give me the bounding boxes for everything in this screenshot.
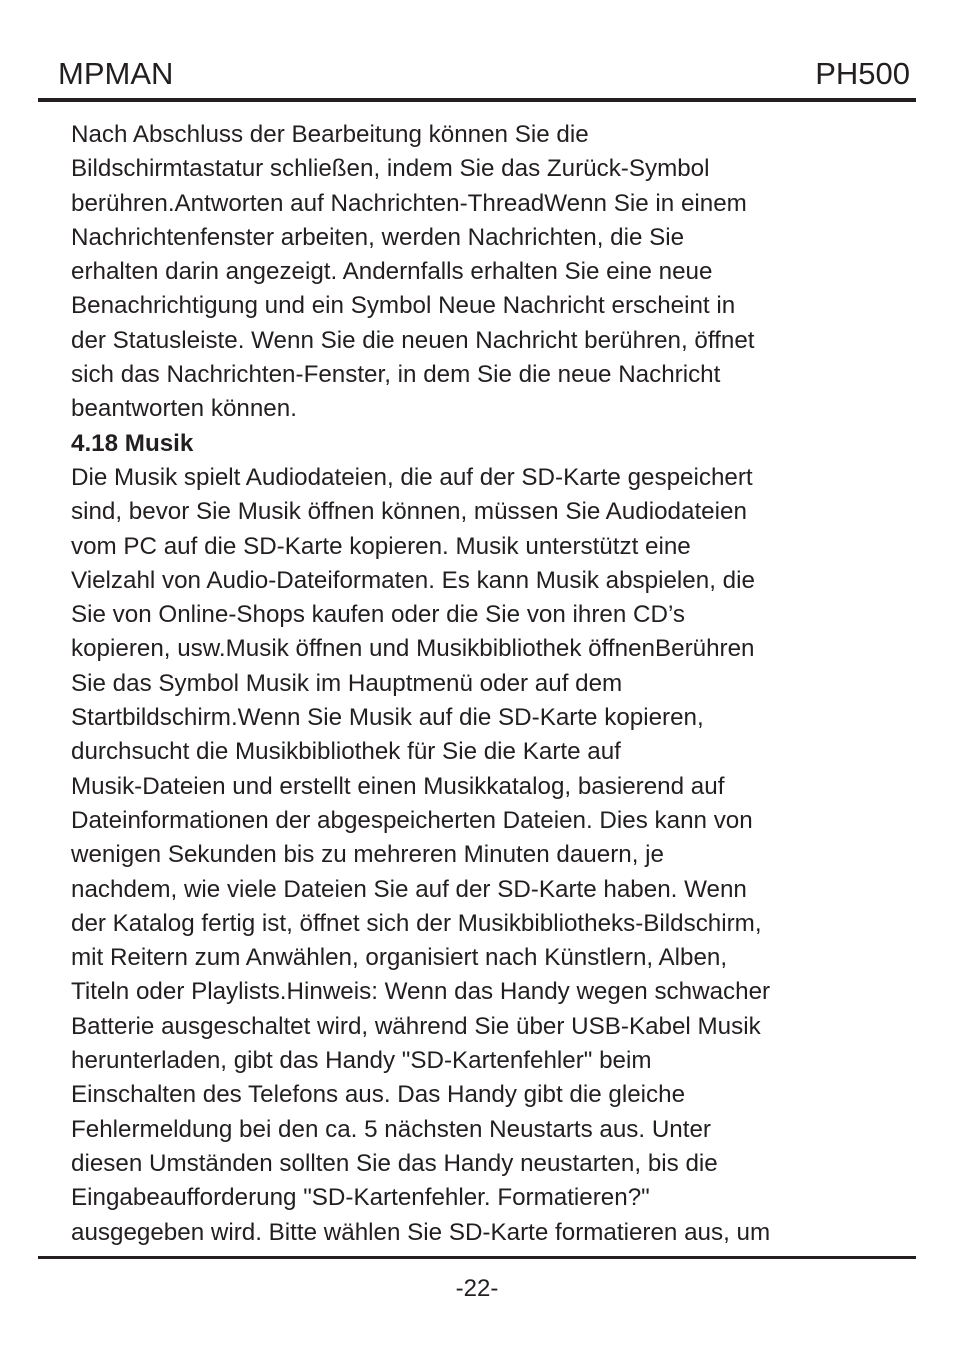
text-line: Nach Abschluss der Bearbeitung können Sie die	[71, 121, 589, 148]
text-line: sich das Nachrichten-Fenster, in dem Sie die neue Nachricht	[71, 361, 721, 389]
model-name: PH500	[815, 56, 910, 91]
text-line: erhalten darin angezeigt. Andernfalls erhalten Sie eine neue	[71, 258, 713, 286]
text-line: der Statusleiste. Wenn Sie die neuen Nachricht berühren, öffnet	[71, 326, 755, 354]
text-line: Sie das Symbol Musik im Hauptmenü oder auf dem	[71, 669, 623, 697]
text-line: ausgegeben wird. Bitte wählen Sie SD-Karte formatieren aus, um	[71, 1218, 771, 1246]
paragraph-music	[71, 461, 901, 1250]
text-line: Benachrichtigung und ein Symbol Neue Nachricht erscheint in	[71, 292, 736, 320]
text-line: Fehlermeldung bei den ca. 5 nächsten Neustarts aus. Unter	[71, 1115, 711, 1143]
text-line: Startbildschirm.Wenn Sie Musik auf die SD-Karte kopieren,	[71, 704, 704, 732]
text-line: nachdem, wie viele Dateien Sie auf der SD-Karte haben. Wenn	[71, 875, 747, 903]
text-line: vom PC auf die SD-Karte kopieren. Musik unterstützt eine	[71, 532, 691, 560]
text-line: mit Reitern zum Anwählen, organisiert nach Künstlern, Alben,	[71, 944, 728, 972]
page-number: -22-	[455, 1275, 499, 1302]
text-line: der Katalog fertig ist, öffnet sich der Musikbibliotheks-Bildschirm,	[71, 909, 762, 937]
page-header	[38, 52, 916, 100]
text-line: wenigen Sekunden bis zu mehreren Minuten dauern, je	[71, 841, 664, 869]
footer-divider	[38, 1256, 916, 1259]
text-line: Batterie ausgeschaltet wird, während Sie über USB-Kabel Musik	[71, 1012, 761, 1040]
page-body	[71, 118, 901, 1250]
text-line: Einschalten des Telefons aus. Das Handy gibt die gleiche	[71, 1081, 686, 1109]
paragraph-messages	[71, 118, 901, 427]
text-line: Die Musik spielt Audiodateien, die auf der SD-Karte gespeichert	[71, 463, 753, 491]
text-line: beantworten können.	[71, 395, 297, 423]
brand-name: MPMAN	[58, 56, 174, 91]
text-line: Bildschirmtastatur schließen, indem Sie das Zurück-Symbol	[71, 155, 710, 183]
text-line: Titeln oder Playlists.Hinweis: Wenn das Handy wegen schwacher	[71, 978, 771, 1006]
text-line: sind, bevor Sie Musik öffnen können, müssen Sie Audiodateien	[71, 498, 747, 526]
text-line: durchsucht die Musikbibliothek für Sie die Karte auf	[71, 738, 621, 766]
text-line: Musik-Dateien und erstellt einen Musikkatalog, basierend auf	[71, 772, 725, 800]
text-line: Vielzahl von Audio-Dateiformaten. Es kann Musik abspielen, die	[71, 566, 755, 594]
text-line: kopieren, usw.Musik öffnen und Musikbibliothek öffnenBerühren	[71, 635, 755, 663]
text-line: Sie von Online-Shops kaufen oder die Sie von ihren CD’s	[71, 601, 686, 629]
section-heading: 4.18 Musik	[71, 429, 194, 457]
text-line: Eingabeaufforderung "SD-Kartenfehler. Formatieren?"	[71, 1184, 650, 1212]
text-line: berühren.Antworten auf Nachrichten-ThreadWenn Sie in einem	[71, 189, 747, 217]
text-line: diesen Umständen sollten Sie das Handy neustarten, bis die	[71, 1149, 718, 1177]
text-line: Dateinformationen der abgespeicherten Dateien. Dies kann von	[71, 806, 753, 834]
text-line: Nachrichtenfenster arbeiten, werden Nachrichten, die Sie	[71, 223, 685, 251]
header-divider	[38, 98, 916, 102]
text-line: herunterladen, gibt das Handy "SD-Kartenfehler" beim	[71, 1047, 652, 1075]
